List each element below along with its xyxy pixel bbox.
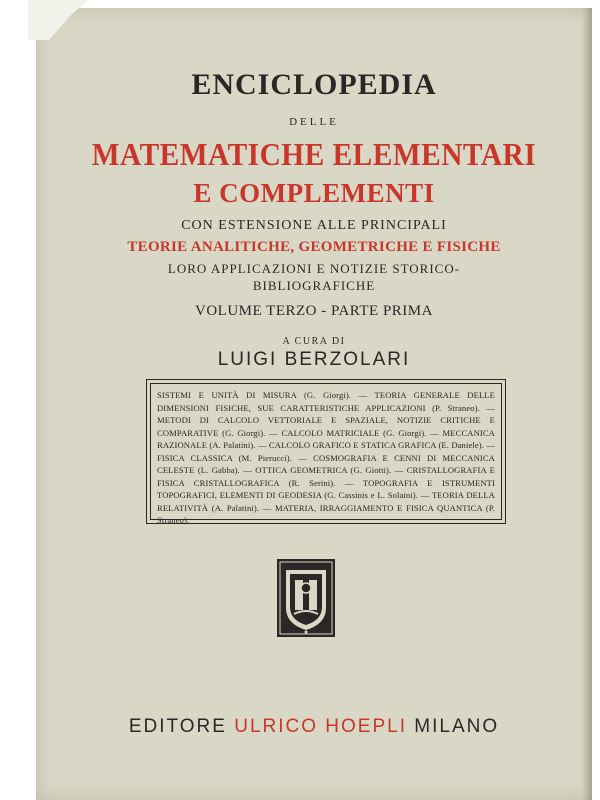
title-connector: DELLE bbox=[289, 116, 339, 128]
publisher-emblem-icon bbox=[276, 558, 336, 638]
contents-inner-frame bbox=[150, 383, 502, 525]
editor-name: LUIGI BERZOLARI bbox=[217, 349, 411, 370]
publisher-line bbox=[36, 716, 592, 738]
extension-line-4: BIBLIOGRAFICHE bbox=[252, 278, 376, 293]
contents-box bbox=[146, 379, 506, 524]
torn-corner bbox=[28, 0, 88, 40]
extension-line-2: TEORIE ANALITICHE, GEOMETRICHE E FISICHE bbox=[127, 239, 501, 255]
title-encyclopedia: ENCICLOPEDIA bbox=[191, 68, 437, 101]
extension-line-1: CON ESTENSIONE ALLE PRINCIPALI bbox=[181, 218, 447, 233]
publisher-name: ULRICO HOEPLI bbox=[234, 716, 407, 737]
title-subtitle: E COMPLEMENTI bbox=[193, 178, 435, 208]
extension-line-3: LORO APPLICAZIONI E NOTIZIE STORICO- bbox=[167, 261, 461, 276]
emblem-shield-icon bbox=[276, 558, 336, 638]
book-cover bbox=[36, 8, 592, 800]
edited-by-label: A CURA DI bbox=[282, 336, 346, 347]
publisher-city: MILANO bbox=[414, 716, 500, 737]
volume-label: VOLUME TERZO - PARTE PRIMA bbox=[195, 303, 433, 319]
publisher-prefix: EDITORE bbox=[128, 716, 227, 737]
title-main: MATEMATICHE ELEMENTARI bbox=[91, 136, 537, 172]
contents-text: SISTEMI E UNITÀ DI MISURA (G. Giorgi). — TEORIA GENERALE DELLE DIMENSIONI FISICHE, SUE CARATTERISTICHE APPLICAZIONI (P. Straneo). — METODI DI CALCOLO VETTORIALE E SPAZIALE, NOTIZIE CRITICHE E COMPARATIVE (G. Giorgi). — CALCOLO MATRICIALE (G. Giorgi). — MECCANICA RAZIONALE (A. Palatini). — CALCOLO GRAFICO E STATICA GRAFICA (E. Daniele). — FISICA CLASSICA (M. Pierucci). — COSMOGRAFIA E CENNI DI MECCANICA CELESTE (L. Gabba). — OTTICA GEOMETRICA (G. Giotti). — CRISTALLOGRAFIA E FISICA CRISTALLOGRAFICA (R. Serini). — TOPOGRAFIA E ISTRUMENTI TOPOGRAFICI, ELEMENTI DI GEODESIA (G. Cassinis e L. Solaini). — TEORIA DELLA RELATIVITÀ (A. Palatini). — MATERIA, IRRAGGIAMENTO E FISICA QUANTICA (P. Straneo). bbox=[157, 390, 495, 525]
